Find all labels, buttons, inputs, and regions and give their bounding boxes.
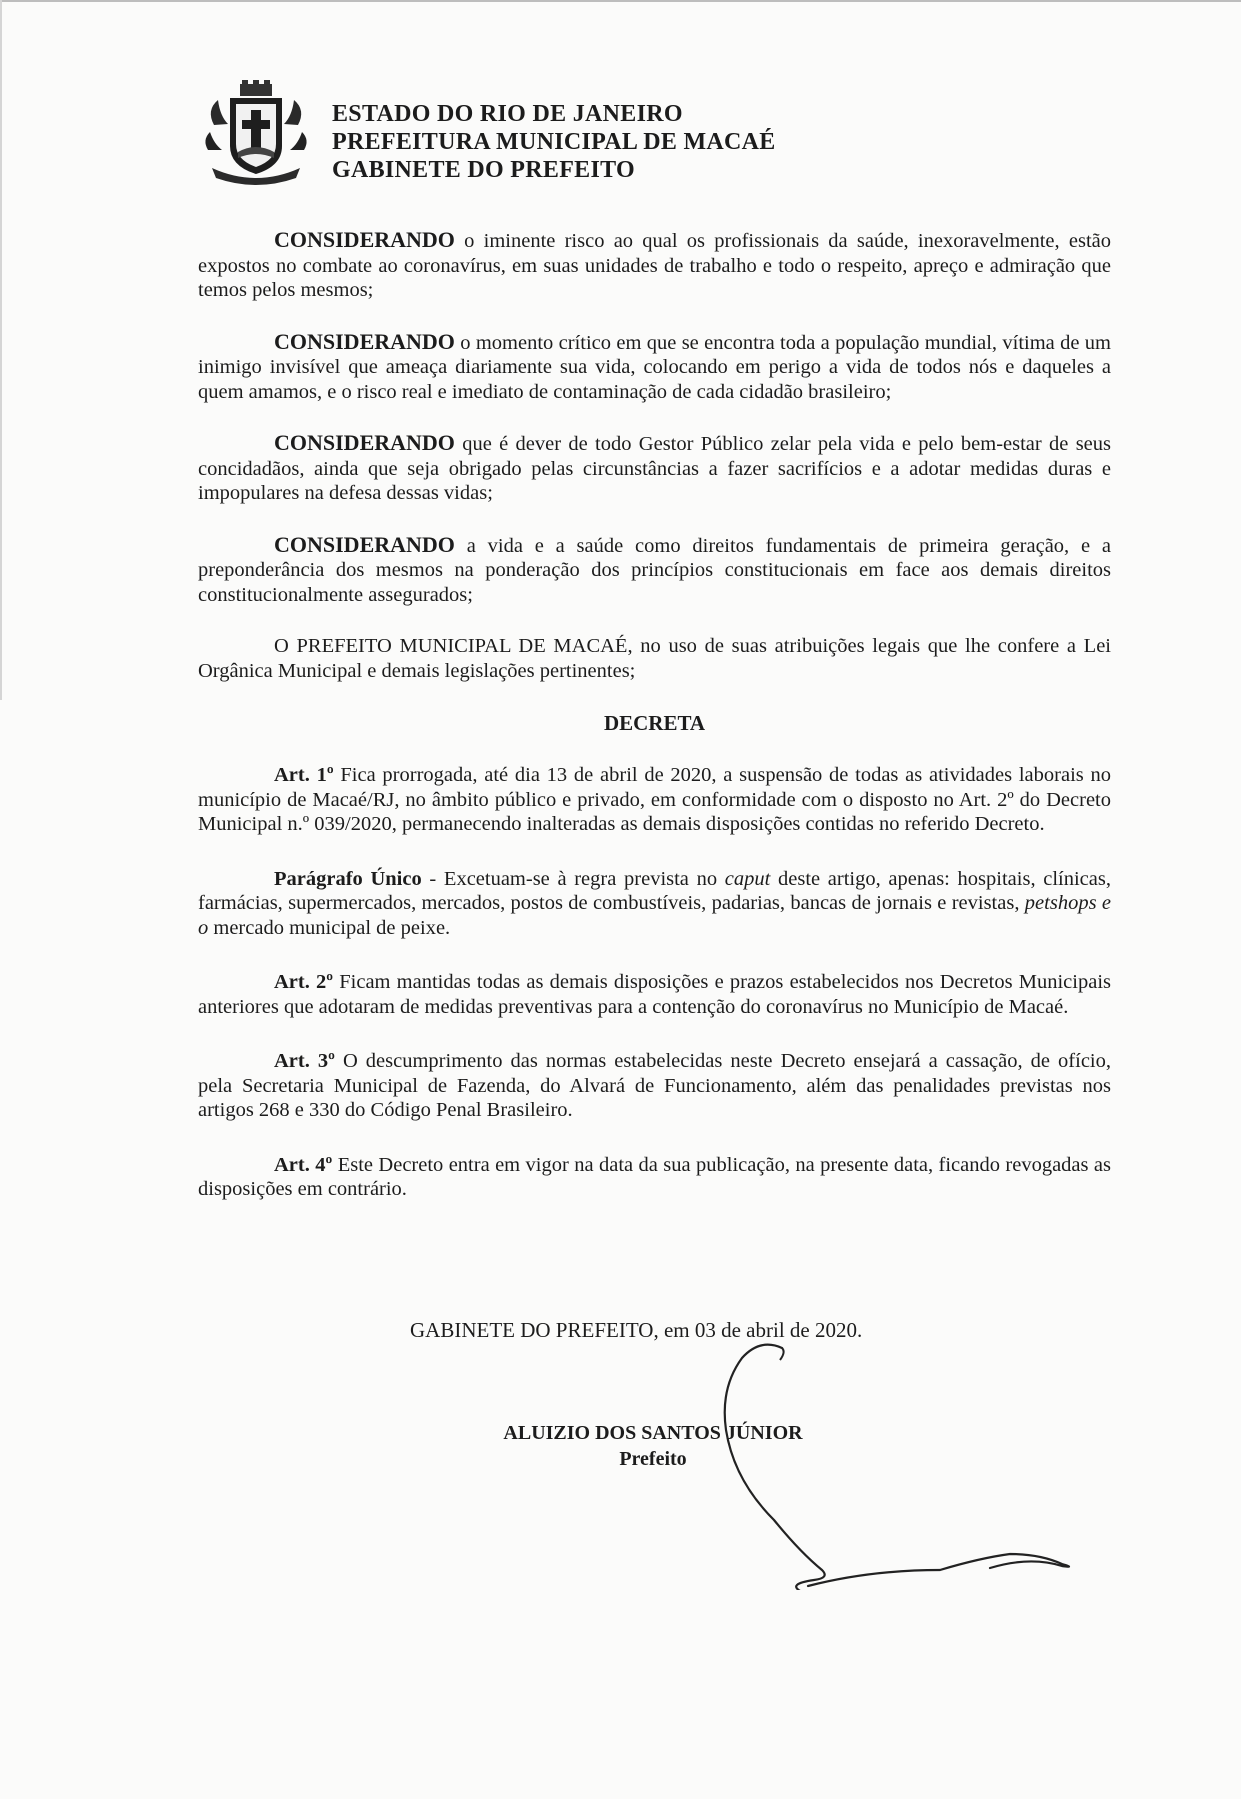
considerando-2 <box>198 330 1111 405</box>
considerando-text: que é dever de todo Gestor Público zelar pela vida e pelo bem-estar de seus concidadãos, ainda que seja obrigado pelas circunstâncias a fazer sacrifícios e a adotar medidas duras e impopulares na defesa dessas vidas; <box>198 433 1111 504</box>
handwritten-signature <box>690 1330 1090 1590</box>
article-label: Art. 3º <box>274 1050 335 1072</box>
article-4 <box>198 1153 1111 1202</box>
paragraph-label: Parágrafo Único <box>274 867 422 890</box>
caput-term: caput <box>724 867 771 890</box>
considerando-lead: CONSIDERANDO <box>274 328 455 354</box>
header-state: ESTADO DO RIO DE JANEIRO <box>332 101 683 127</box>
considerando-text: o momento crítico em que se encontra toda a população mundial, vítima de um inimigo invisível que ameaça diariamente sua vida, colocando em perigo a vida de todos nós e daqueles a quem amamos, e o risco real e imediato de contaminação de cada cidadão brasileiro; <box>198 331 1111 403</box>
article-text: O descumprimento das normas estabelecidas neste Decreto ensejará a cassação, de ofício, pela Secretaria Municipal de Fazenda, do Alvará de Funcionamento, além das penalidades previstas nos artigos 268 e 330 do Código Penal Brasileiro. <box>198 1050 1112 1121</box>
article-2 <box>198 970 1111 1019</box>
header-office: GABINETE DO PREFEITO <box>332 157 635 183</box>
signer-name: ALUIZIO DOS SANTOS JÚNIOR <box>503 1422 803 1444</box>
petshops-term: petshops e o <box>198 892 1111 939</box>
considerando-1 <box>198 228 1111 303</box>
article-text: Este Decreto entra em vigor na data da sua publicação, na presente data, ficando revogadas as disposições em contrário. <box>198 1153 1111 1200</box>
considerando-text: o iminente risco ao qual os profissionais da saúde, inexoravelmente, estão expostos no combate ao coronavírus, em suas unidades de trabalho e todo o respeito, apreço e admiração que temos pelos mesmos; <box>198 230 1111 301</box>
article-1 <box>198 763 1111 837</box>
paragraph-text-end: mercado municipal de peixe. <box>208 916 451 939</box>
scan-edge-left <box>0 0 2 700</box>
article-label: Art. 4º <box>274 1153 333 1176</box>
considerando-lead: CONSIDERANDO <box>274 227 455 252</box>
paragraph-text-middle: deste artigo, apenas: hospitais, clínicas, farmácias, supermercados, mercados, postos de combustíveis, padarias, bancas de jornais e revistas, <box>198 867 1111 914</box>
article-3 <box>198 1049 1111 1123</box>
header-prefecture: PREFEITURA MUNICIPAL DE MACAÉ <box>332 129 776 155</box>
considerando-text: a vida e a saúde como direitos fundamentais de primeira geração, e a preponderância dos mesmos na ponderação dos princípios constitucionais em face aos demais direitos constitucionalmente assegurados; <box>198 534 1111 606</box>
municipal-coat-of-arms-icon <box>200 80 312 185</box>
paragrafo-unico <box>198 867 1111 941</box>
letterhead-text <box>332 100 776 184</box>
article-label: Art. 1º <box>274 764 334 786</box>
document-body <box>198 228 1111 1202</box>
considerando-lead: CONSIDERANDO <box>274 531 455 557</box>
article-text: Ficam mantidas todas as demais disposições e prazos estabelecidos nos Decretos Municipais anteriores que adotaram de medidas preventivas para a contenção do coronavírus no Município de Macaé. <box>198 971 1111 1018</box>
scan-edge-top <box>0 0 1241 2</box>
considerando-3 <box>198 431 1111 506</box>
considerando-4 <box>198 533 1111 608</box>
article-label: Art. 2º <box>274 971 334 993</box>
article-text: Fica prorrogada, até dia 13 de abril de 2020, a suspensão de todas as atividades laborais no município de Macaé/RJ, no âmbito público e privado, em conformidade com o disposto no Art. 2º do Decreto Municipal n.º 039/2020, permanecendo inalteradas as demais disposições contidas no referido Decreto. <box>198 764 1111 835</box>
letterhead <box>200 80 900 190</box>
preamble: O PREFEITO MUNICIPAL DE MACAÉ, no uso de suas atribuições legais que lhe confere a Lei Orgânica Municipal e demais legislações pertinentes; <box>198 635 1111 682</box>
paragraph-text-before: - Excetuam-se à regra prevista no <box>421 867 725 890</box>
signoff-date-line: GABINETE DO PREFEITO, em 03 de abril de 2020. <box>410 1318 863 1342</box>
considerando-lead: CONSIDERANDO <box>274 430 455 455</box>
signer-title: Prefeito <box>619 1448 687 1470</box>
decree-title: DECRETA <box>603 711 706 735</box>
